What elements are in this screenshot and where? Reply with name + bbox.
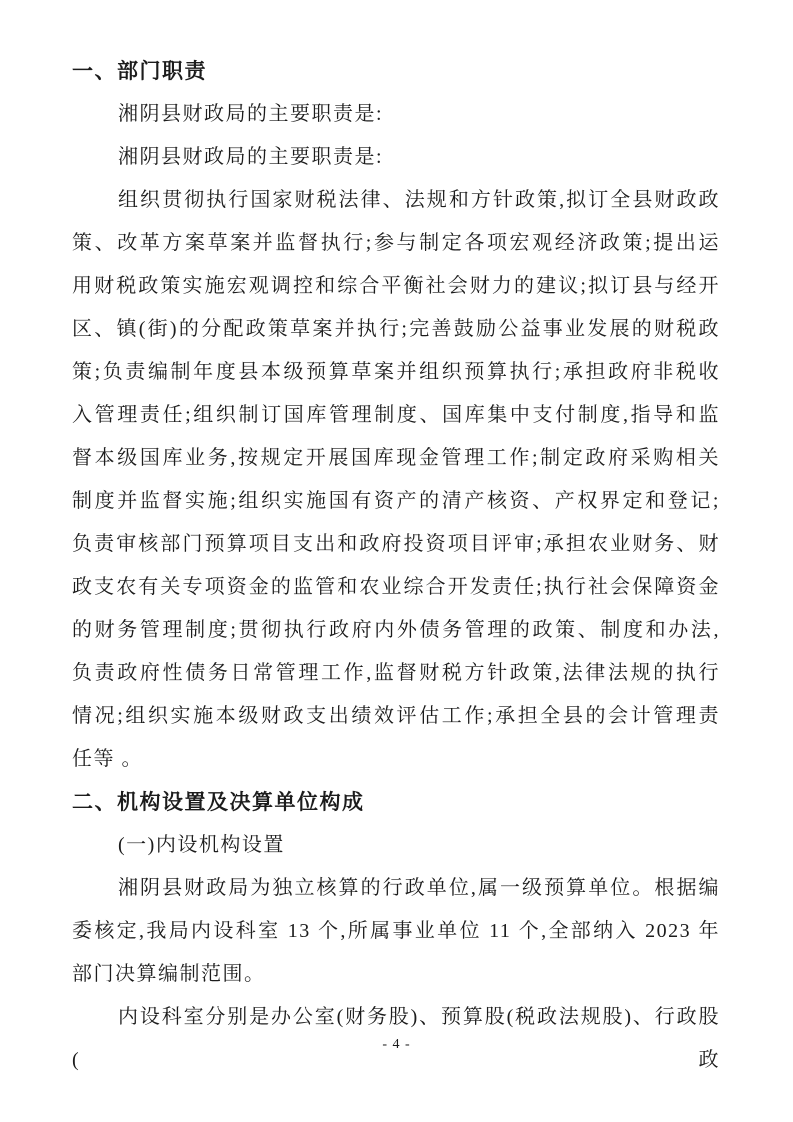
offices-paragraph-line: 内设科室分别是办公室(财务股)、预算股(税政法规股)、行政股(政: [72, 1006, 720, 1071]
duties-paragraph-line: 政支农有关专项资金的监管和农业综合开发责任;执行社会保障资金: [72, 576, 720, 598]
intro-paragraph-1: 湘阴县财政局的主要职责是:: [118, 103, 384, 125]
duties-paragraph-line: 策;负责编制年度县本级预算草案并组织预算执行;承担政府非税收: [72, 361, 720, 383]
page-number: - 4 -: [382, 1037, 411, 1052]
document-body: [72, 50, 720, 1071]
section-heading-2: 二、机构设置及决算单位构成: [72, 790, 365, 814]
duties-paragraph-line: 入管理责任;组织制订国库管理制度、国库集中支付制度,指导和监: [72, 404, 720, 426]
intro-paragraph-2: 湘阴县财政局的主要职责是:: [118, 146, 384, 168]
duties-paragraph-line: 用财税政策实施宏观调控和综合平衡社会财力的建议;拟订县与经开: [72, 275, 720, 297]
duties-paragraph-line: 负责审核部门预算项目支出和政府投资项目评审;承担农业财务、财: [72, 533, 720, 555]
duties-paragraph-line: 的财务管理制度;贯彻执行政府内外债务管理的政策、制度和办法,: [72, 619, 720, 641]
subsection-heading: (一)内设机构设置: [118, 834, 285, 856]
duties-paragraph-line: 组织贯彻执行国家财税法律、法规和方针政策,拟订全县财政政: [118, 189, 720, 211]
duties-paragraph-line: 督本级国库业务,按规定开展国库现金管理工作;制定政府采购相关: [72, 447, 720, 469]
org-paragraph-last-line: 部门决算编制范围。: [72, 963, 266, 985]
section-heading-1: 一、部门职责: [72, 59, 207, 83]
duties-paragraph-line: 情况;组织实施本级财政支出绩效评估工作;承担全县的会计管理责: [72, 705, 720, 727]
duties-paragraph-last-line: 任等 。: [72, 748, 143, 770]
duties-paragraph-line: 区、镇(街)的分配政策草案并执行;完善鼓励公益事业发展的财税政: [72, 318, 720, 340]
org-paragraph-line: 委核定,我局内设科室 13 个,所属事业单位 11 个,全部纳入 2023 年: [72, 920, 720, 942]
duties-paragraph-line: 制度并监督实施;组织实施国有资产的清产核资、产权界定和登记;: [72, 490, 720, 512]
org-paragraph-line: 湘阴县财政局为独立核算的行政单位,属一级预算单位。根据编: [118, 877, 720, 899]
duties-paragraph-line: 负责政府性债务日常管理工作,监督财税方针政策,法律法规的执行: [72, 662, 720, 684]
duties-paragraph-line: 策、改革方案草案并监督执行;参与制定各项宏观经济政策;提出运: [72, 232, 720, 254]
